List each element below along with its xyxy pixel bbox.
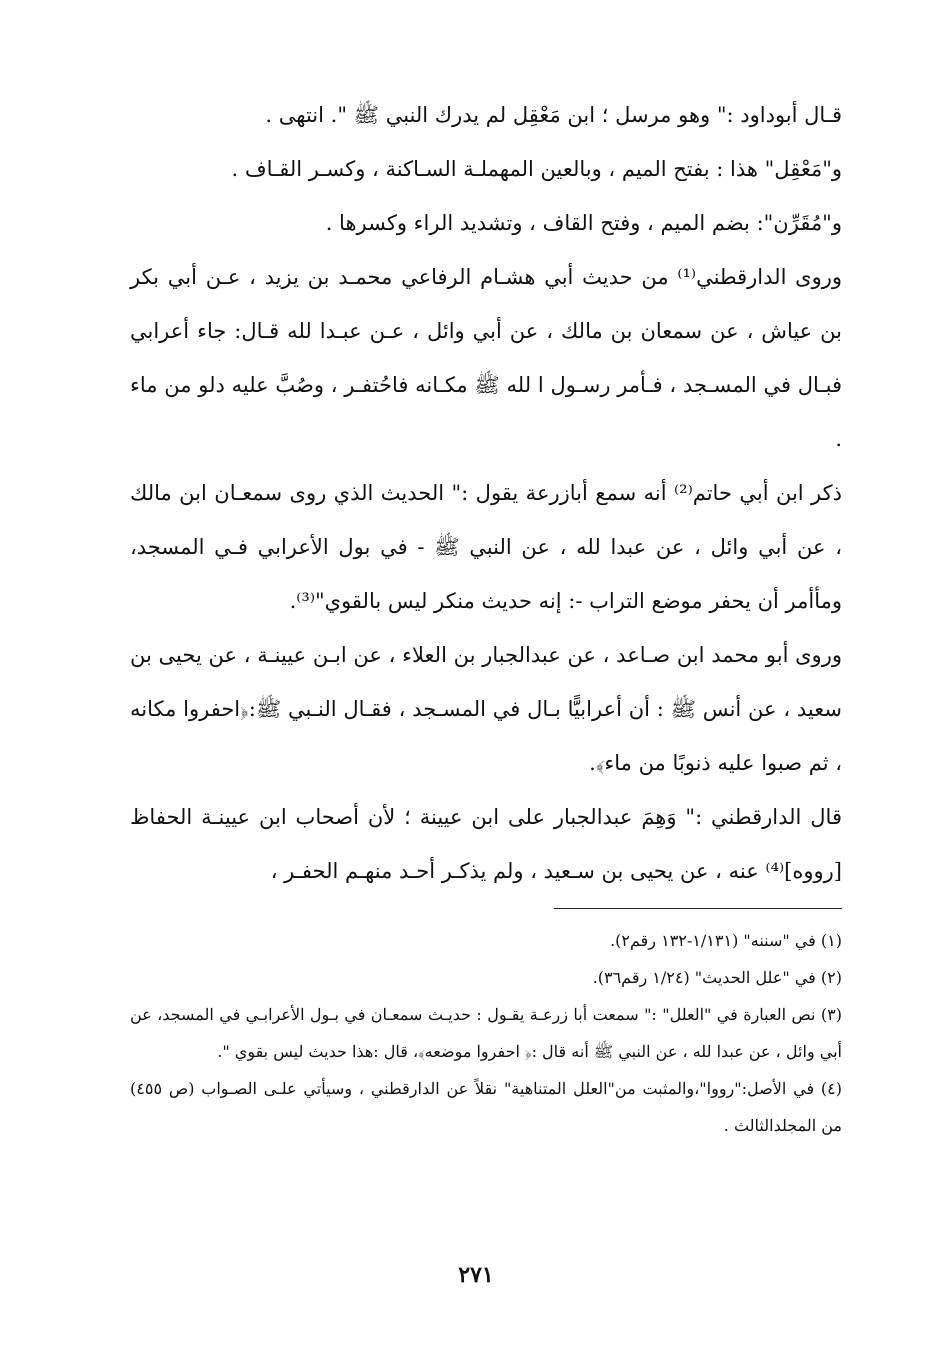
footnote-3: (٣) نص العبارة في "العلل" :" سمعت أبا زرعـة يقـول : حديـث سمعـان في بـول الأعرابـي في المسجد، عن أبي وائل ، عن عبدا لله ، عن النبي ﷺ أنه قال :﴿ احفروا موضعه﴾، قال :هذا حديث ليس بقوي ". — [130, 1005, 842, 1061]
footnote-divider — [554, 908, 842, 909]
footnote-4: (٤) في الأصل:"رووا"،والمثبت من"العلل المتناهية" نقلاً عن الدارقطني ، وسيأتي علـى الصـواب (ص ٤٥٥) من المجلدالثالث . — [130, 1079, 842, 1135]
footnotes — [130, 922, 842, 1144]
footnote-2: (٢) في "علل الحديث" (١/٢٤ رقم٣٦). — [592, 968, 842, 987]
paragraph-1: قـال أبوداود :" وهو مرسل ؛ ابن مَعْقِل لم يدرك النبي ﷺ ". انتهى . — [265, 103, 842, 127]
paragraph-5: ذكر ابن أبي حاتم⁽²⁾ أنه سمع أبازرعة يقول :" الحديث الذي روى سمعـان ابن مالك ، عن أبي وائل ، عن عبدا لله ، عن النبي ﷺ - في بول الأعرابي فـي المسجد، ومأأمر أن يحفر موضع التراب -: إنه حديث منكر ليس بالقوي"⁽³⁾. — [130, 481, 842, 613]
footnote-1: (١) في "سننه" (١/١٣١-١٣٢ رقم٢). — [610, 931, 842, 950]
paragraph-3: و"مُقَرِّن": بضم الميم ، وفتح القاف ، وتشديد الراء وكسرها . — [325, 211, 842, 235]
paragraph-4: وروى الدارقطني⁽¹⁾ من حديث أبي هشـام الرفاعي محمـد بن يزيد ، عـن أبي بكر بن عياش ، عن سمعان بن مالك ، عن أبي وائل ، عـن عبـدا لله قـال: جاء أعرابي فبـال في المسـجد ، فـأمر رسـول ا لله ﷺ مكـانه فاحُتفـر ، وصُبَّ عليه دلو من ماء . — [130, 265, 843, 451]
paragraph-7: قال الدارقطني :" وَهِمَ عبدالجبار على ابن عيينة ؛ لأن أصحاب ابن عيينـة الحفاظ [رووه]⁽⁴⁾ عنه ، عن يحيى بن سـعيد ، ولم يذكـر أحـد منهـم الحفـر ، — [130, 805, 842, 883]
paragraph-2: و"مَعْقِل" هذا : بفتح الميم ، وبالعين المهملـة السـاكنة ، وكسـر القـاف . — [231, 157, 842, 181]
page-number: ٢٧١ — [458, 1262, 494, 1288]
main-text — [130, 88, 842, 898]
paragraph-6: وروى أبو محمد ابن صـاعد ، عن عبدالجبار بن العلاء ، عن ابـن عيينـة ، عن يحيى بن سعيد ، عن أنس ﷺ : أن أعرابيًّا بـال في المسـجد ، فقـال النـبي ﷺ:﴿احفروا مكانه ، ثم صبوا عليه ذنوبًا من ماء﴾. — [130, 643, 842, 775]
